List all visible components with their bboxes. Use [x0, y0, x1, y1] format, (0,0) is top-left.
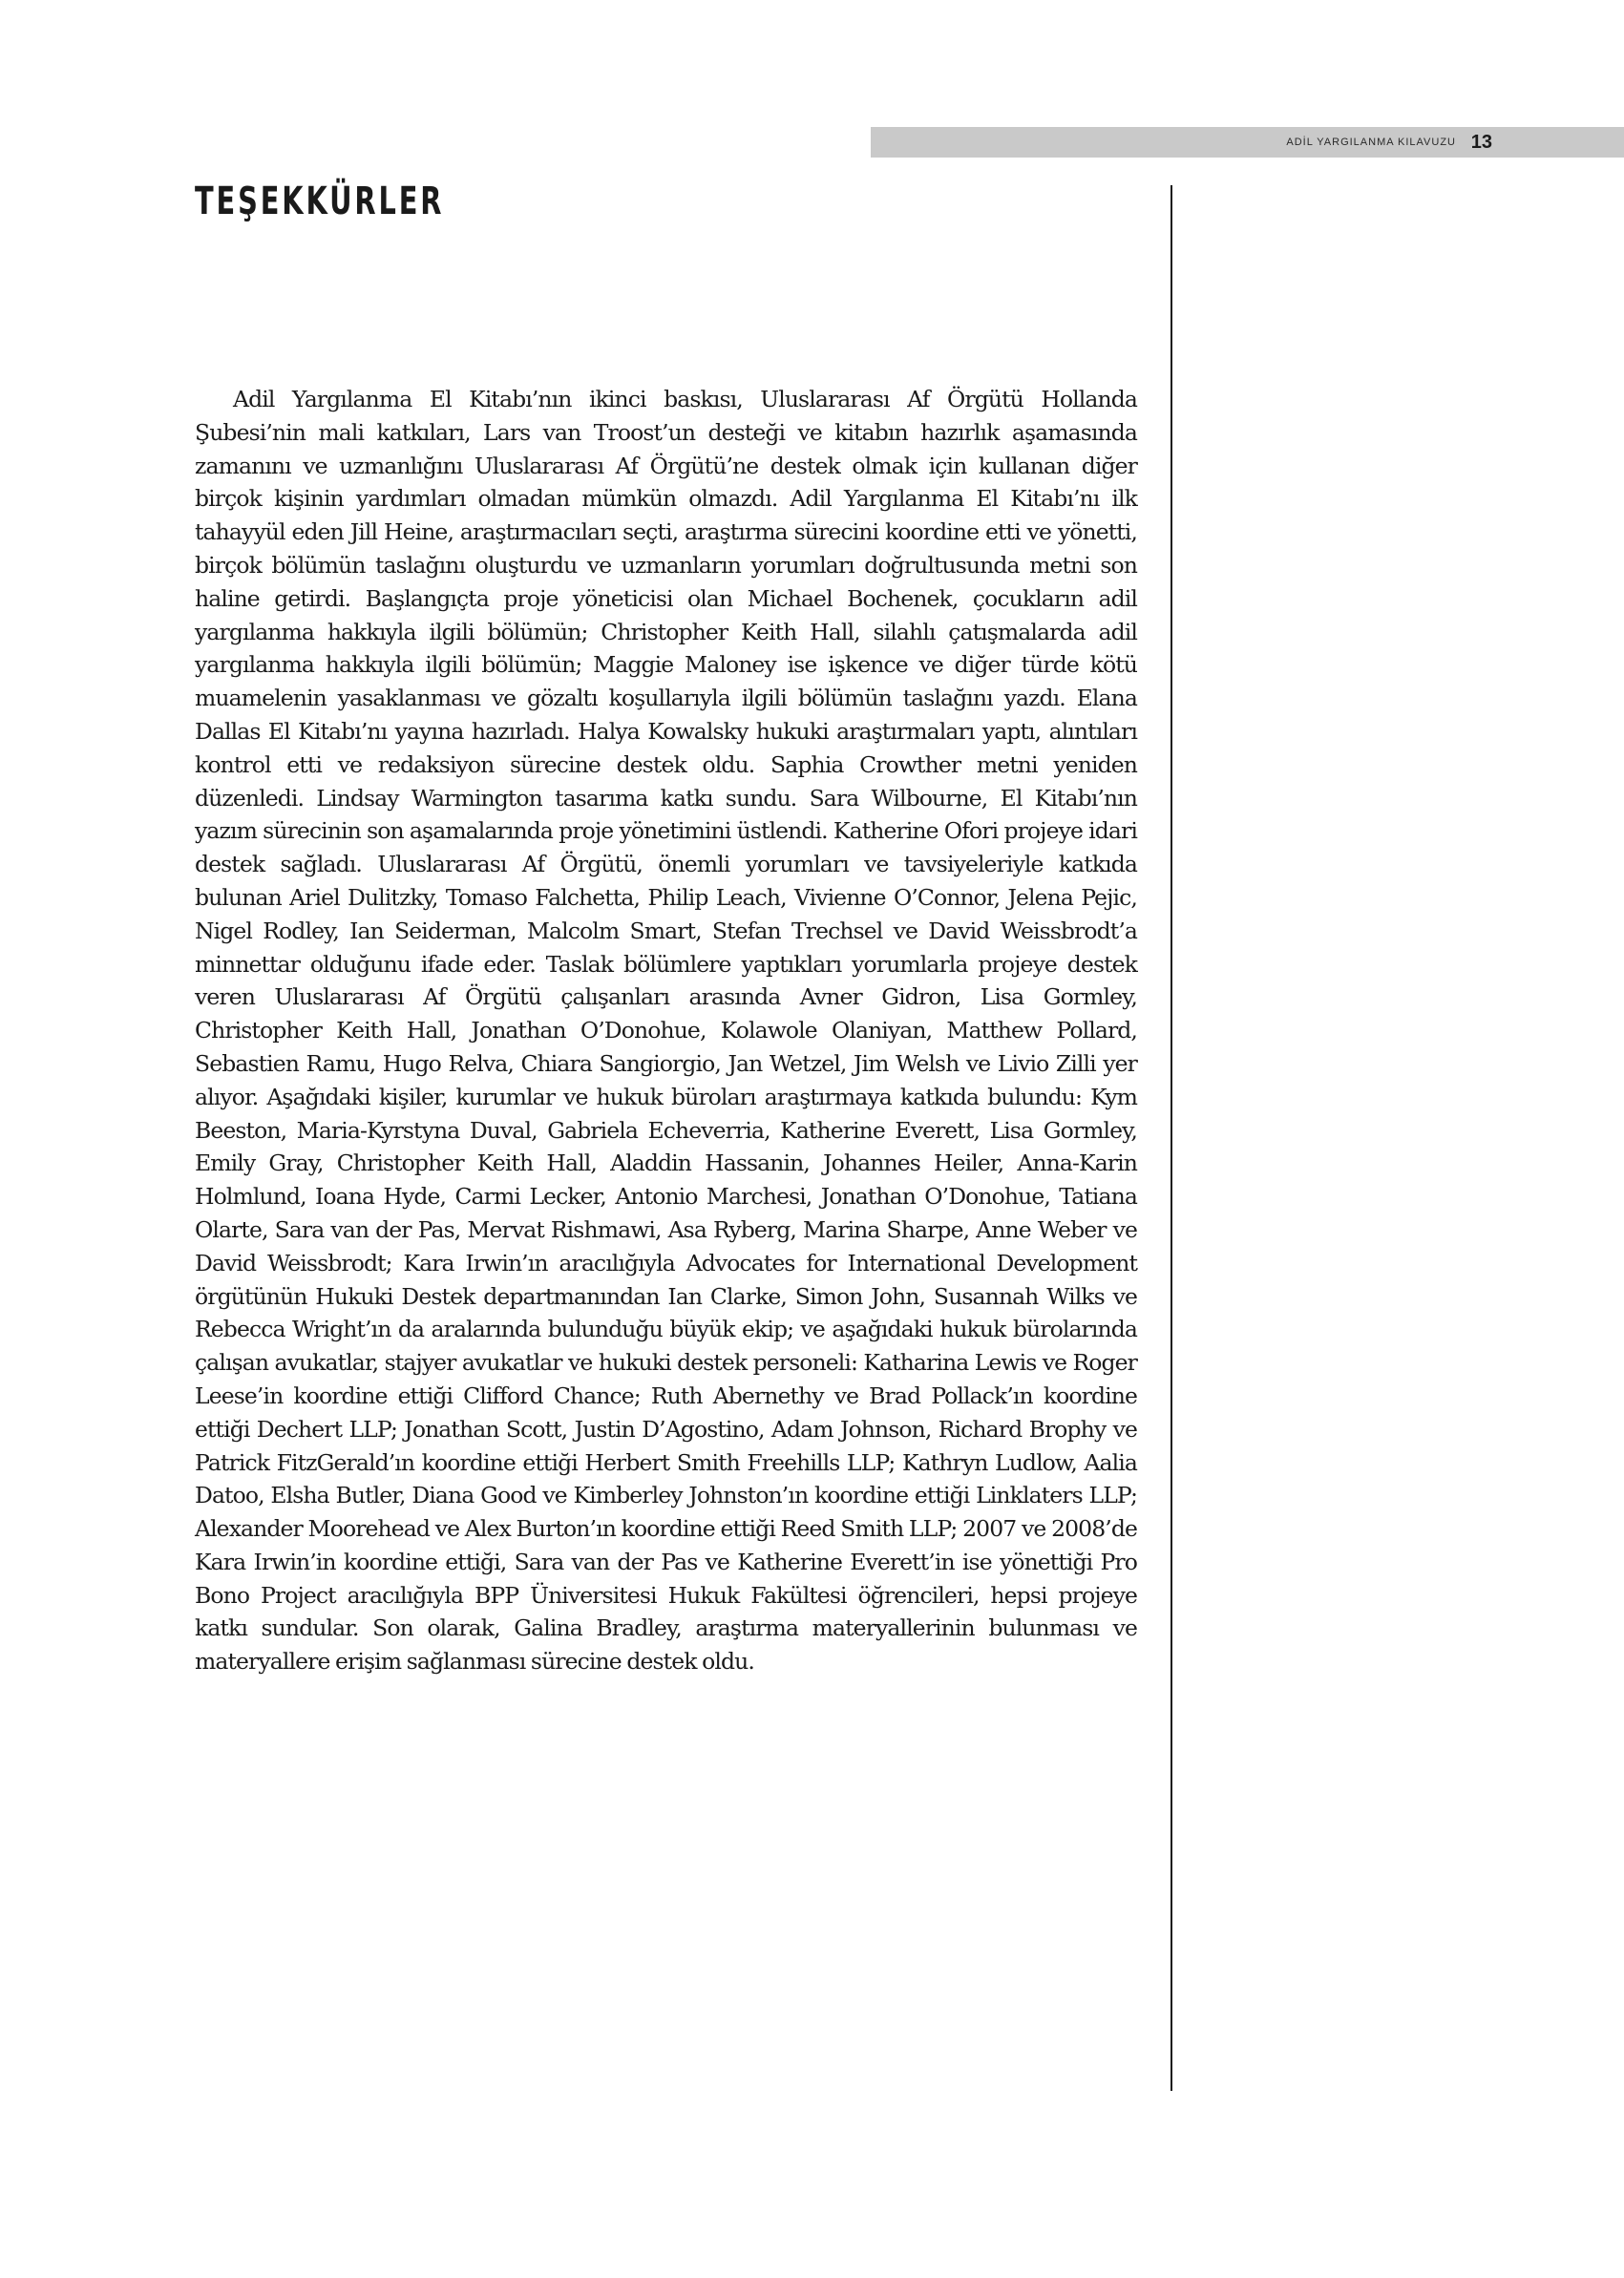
running-header: [871, 127, 1624, 158]
running-header-title: ADİL YARGILANMA KILAVUZU: [1286, 137, 1456, 148]
acknowledgements-paragraph: Adil Yargılanma El Kitabı’nın ikinci baskısı, Uluslararası Af Örgütü Hollanda Şubesi’nin mali katkıları, Lars van Troost’un desteği ve kitabın hazırlık aşamasında zamanını ve uzmanlığını Uluslararası Af Örgütü’ne destek olmak için kullanan diğer birçok kişinin yardımları olmadan mümkün olmazdı. Adil Yargılanma El Kitabı’nı ilk tahayyül eden Jill Heine, araştırmacıları seçti, araştırma sürecini koordine etti ve yönetti, birçok bölümün taslağını oluşturdu ve uzmanların yorumları doğrultusunda metni son haline getirdi. Başlangıçta proje yöneticisi olan Michael Bochenek, çocukların adil yargılanma hakkıyla ilgili bölümün; Christopher Keith Hall, silahlı çatışmalarda adil yargılanma hakkıyla ilgili bölümün; Maggie Maloney ise işkence ve diğer türde kötü muamelenin yasaklanması ve gözaltı koşullarıyla ilgili bölümün taslağını yazdı. Elana Dallas El Kitabı’nı yayına hazırladı. Halya Kowalsky hukuki araştırmaları yaptı, alıntıları kontrol etti ve redaksiyon sürecine destek oldu. Saphia Crowther metni yeniden düzenledi. Lindsay Warmington tasarıma katkı sundu. Sara Wilbourne, El Kitabı’nın yazım sürecinin son aşamalarında proje yönetimini üstlendi. Katherine Ofori projeye idari destek sağladı. Uluslararası Af Örgütü, önemli yorumları ve tavsiyeleriyle katkıda bulunan Ariel Dulitzky, Tomaso Falchetta, Philip Leach, Vivienne O’Connor, Jelena Pejic, Nigel Rodley, Ian Seiderman, Malcolm Smart, Stefan Trechsel ve David Weissbrodt’a minnettar olduğunu ifade eder. Taslak bölümlere yaptıkları yorumlarla projeye destek veren Uluslararası Af Örgütü çalışanları arasında Avner Gidron, Lisa Gormley, Christopher Keith Hall, Jonathan O’Donohue, Kolawole Olaniyan, Matthew Pollard, Sebastien Ramu, Hugo Relva, Chiara Sangiorgio, Jan Wetzel, Jim Welsh ve Livio Zilli yer alıyor. Aşağıdaki kişiler, kurumlar ve hukuk büroları araştırmaya katkıda bulundu: Kym Beeston, Maria-Kyrstyna Duval, Gabriela Echeverria, Katherine Everett, Lisa Gormley, Emily Gray, Christopher Keith Hall, Aladdin Hassanin, Johannes Heiler, Anna-Karin Holmlund, Ioana Hyde, Carmi Lecker, Antonio Marchesi, Jonathan O’Donohue, Tatiana Olarte, Sara van der Pas, Mervat Rishmawi, Asa Ryberg, Marina Sharpe, Anne Weber ve David Weissbrodt; Kara Irwin’ın aracılığıyla Advocates for International Development örgütünün Hukuki Destek departmanından Ian Clarke, Simon John, Susannah Wilks ve Rebecca Wright’ın da aralarında bulunduğu büyük ekip; ve aşağıdaki hukuk bürolarında çalışan avukatlar, stajyer avukatlar ve hukuki destek personeli: Katharina Lewis ve Roger Leese’in koordine ettiği Clifford Chance; Ruth Abernethy ve Brad Pollack’ın koordine ettiği Dechert LLP; Jonathan Scott, Justin D’Agostino, Adam Johnson, Richard Brophy ve Patrick FitzGerald’ın koordine ettiği Herbert Smith Freehills LLP; Kathryn Ludlow, Aalia Datoo, Elsha Butler, Diana Good ve Kimberley Johnston’ın koordine ettiği Linklaters LLP; Alexander Moorehead ve Alex Burton’ın koordine ettiği Reed Smith LLP; 2007 ve 2008’de Kara Irwin’in koordine ettiği, Sara van der Pas ve Katherine Everett’in ise yönettiği Pro Bono Project aracılığıyla BPP Üniversitesi Hukuk Fakültesi öğrencileri, hepsi projeye katkı sundular. Son olarak, Galina Bradley, araştırma materyallerinin bulunması ve materyallere erişim sağlanması sürecine destek oldu.: [195, 386, 1137, 1676]
page-number: 13: [1470, 132, 1492, 153]
page-title: TEŞEKKÜRLER: [195, 179, 445, 223]
column-divider: [1171, 185, 1172, 2091]
